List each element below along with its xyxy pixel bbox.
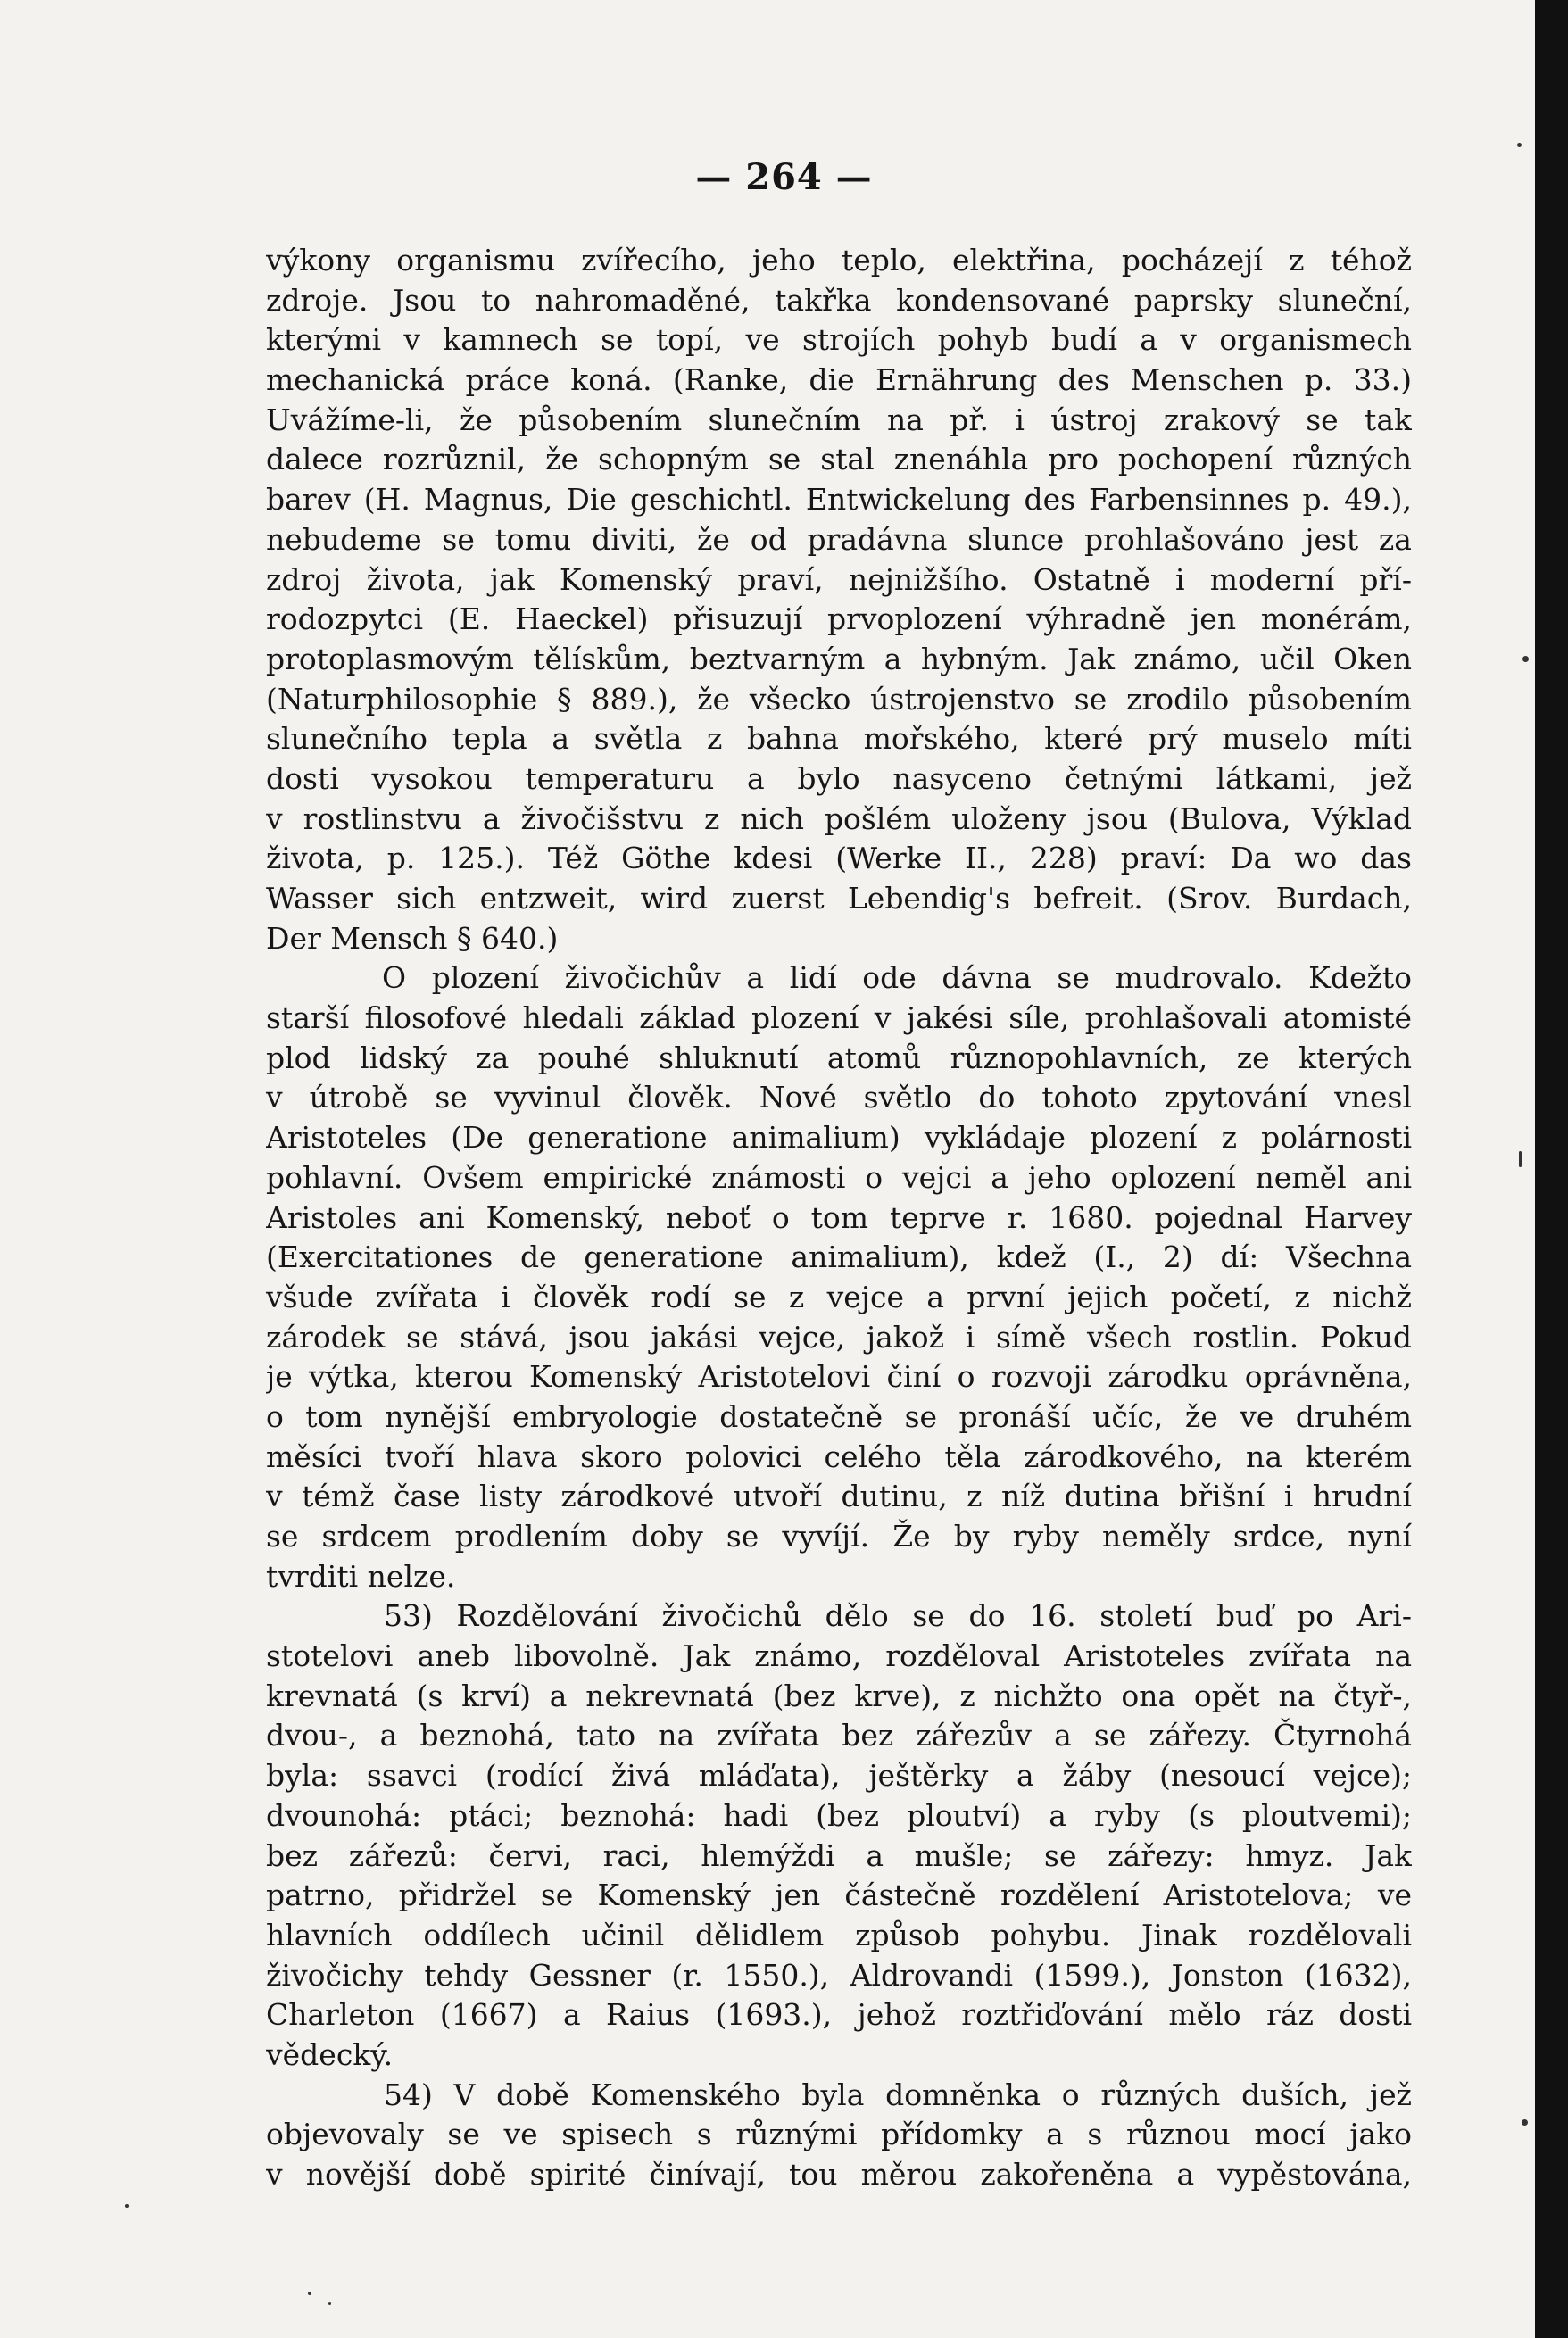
text-line: dvounohá: ptáci; beznohá: hadi (bez ploutví) a ryby (s ploutvemi); (266, 1797, 1412, 1833)
text-line: se srdcem prodlením doby se vyvíjí. Že by ryby neměly srdce, nyní (266, 1519, 1412, 1554)
text-line: v útrobě se vyvinul člověk. Nové světlo do tohoto zpytování vnesl (266, 1080, 1412, 1115)
text-line: objevovaly se ve spisech s různými přídomky a s různou mocí jako (266, 2117, 1412, 2152)
body-text (266, 241, 1412, 2195)
text-line: dosti vysokou temperaturu a bylo nasyceno četnými látkami, jež (266, 760, 1412, 796)
page-number: — 264 — (695, 156, 873, 198)
scan-speck (308, 2292, 311, 2295)
text-line: rodozpytci (E. Haeckel) přisuzují prvoplození výhradně jen monérám, (266, 601, 1412, 637)
text-line: zdroj života, jak Komenský praví, nejnižšího. Ostatně i moderní pří- (266, 561, 1412, 597)
text-line: pohlavní. Ovšem empirické známosti o vejci a jeho oplození neměl ani (266, 1159, 1412, 1195)
text-line: protoplasmovým tělískům, beztvarným a hybným. Jak známo, učil Oken (266, 641, 1412, 676)
text-line: 54) V době Komenského byla domněnka o různých duších, jež (384, 2077, 1412, 2112)
text-line: dalece rozrůznil, že schopným se stal znenáhla pro pochopení různých (266, 442, 1412, 477)
text-line: v novější době spirité činívají, tou měrou zakořeněna a vypěstována, (266, 2157, 1412, 2192)
text-line: Uvážíme-li, že působením slunečním na př. i ústroj zrakový se tak (266, 402, 1412, 437)
text-line: Aristoteles (De generatione animalium) vykládaje plození z polárnosti (266, 1120, 1412, 1156)
text-line: barev (H. Magnus, Die geschichtl. Entwickelung des Farbensinnes p. 49.), (266, 482, 1412, 518)
text-line: vědecký. (266, 2036, 394, 2072)
text-line: tvrditi nelze. (266, 1558, 456, 1594)
text-line: všude zvířata i člověk rodí se z vejce a první jejich početí, z nichž (266, 1279, 1412, 1314)
text-line: v témž čase listy zárodkové utvoří dutinu, z níž dutina břišní i hrudní (266, 1479, 1412, 1514)
text-line: mechanická práce koná. (Ranke, die Ernährung des Menschen p. 33.) (266, 362, 1412, 398)
text-line: Aristoles ani Komenský, neboť o tom teprve r. 1680. pojednal Harvey (266, 1199, 1412, 1235)
text-line: Charleton (1667) a Raius (1693.), jehož roztřiďování mělo ráz dosti (266, 1997, 1412, 2033)
text-line: O plození živočichův a lidí ode dávna se mudrovalo. Kdežto (382, 960, 1412, 996)
scan-speck (1517, 143, 1522, 147)
scan-speck (1519, 1151, 1522, 1167)
text-line: plod lidský za pouhé shluknutí atomů různopohlavních, ze kterých (266, 1040, 1412, 1075)
text-line: dvou-, a beznohá, tato na zvířata bez zářezův a se zářezy. Čtyrnohá (266, 1718, 1412, 1754)
text-line: zdroje. Jsou to nahromaděné, takřka kondensované paprsky sluneční, (266, 282, 1412, 318)
scan-speck (328, 2302, 331, 2305)
text-line: živočichy tehdy Gessner (r. 1550.), Aldrovandi (1599.), Jonston (1632), (266, 1957, 1412, 1993)
text-line: patrno, přidržel se Komenský jen částečně rozdělení Aristotelova; ve (266, 1878, 1412, 1913)
text-line: bez zářezů: červi, raci, hlemýždi a mušle; se zářezy: hmyz. Jak (266, 1837, 1412, 1873)
scan-speck (1522, 2119, 1528, 2126)
text-line: Der Mensch § 640.) (266, 920, 559, 956)
text-line: slunečního tepla a světla z bahna mořského, které prý muselo míti (266, 721, 1412, 757)
text-line: (Exercitationes de generatione animalium), kdež (I., 2) dí: Všechna (266, 1239, 1412, 1275)
text-line: starší filosofové hledali základ plození v jakési síle, prohlašovali atomisté (266, 1000, 1412, 1036)
scan-edge (1535, 0, 1568, 2338)
text-line: kterými v kamnech se topí, ve strojích pohyb budí a v organismech (266, 322, 1412, 358)
text-line: nebudeme se tomu diviti, že od pradávna slunce prohlašováno jest za (266, 521, 1412, 557)
text-line: Wasser sich entzweit, wird zuerst Lebendig's befreit. (Srov. Burdach, (266, 881, 1412, 916)
text-line: zárodek se stává, jsou jakási vejce, jakož i símě všech rostlin. Pokud (266, 1319, 1412, 1355)
text-line: (Naturphilosophie § 889.), že všecko ústrojenstvo se zrodilo působením (266, 681, 1412, 717)
text-line: hlavních oddílech učinil dělidlem způsob pohybu. Jinak rozdělovali (266, 1917, 1412, 1952)
scan-speck (1522, 656, 1529, 662)
scan-speck (125, 2204, 129, 2208)
text-line: je výtka, kterou Komenský Aristotelovi činí o rozvoji zárodku oprávněna, (266, 1359, 1412, 1395)
text-line: o tom nynější embryologie dostatečně se pronáší učíc, že ve druhém (266, 1398, 1412, 1434)
text-line: v rostlinstvu a živočišstvu z nich pošlém uloženy jsou (Bulova, Výklad (266, 800, 1412, 836)
text-line: 53) Rozdělování živočichů dělo se do 16. století buď po Ari- (384, 1598, 1412, 1634)
text-line: stotelovi aneb libovolně. Jak známo, rozděloval Aristoteles zvířata na (266, 1638, 1412, 1674)
text-line: života, p. 125.). Též Göthe kdesi (Werke II., 228) praví: Da wo das (266, 841, 1412, 876)
text-line: výkony organismu zvířecího, jeho teplo, elektřina, pocházejí z téhož (266, 243, 1412, 278)
text-line: krevnatá (s krví) a nekrevnatá (bez krve), z nichžto ona opět na čtyř-, (266, 1678, 1412, 1713)
text-line: měsíci tvoří hlava skoro polovici celého těla zárodkového, na kterém (266, 1438, 1412, 1474)
text-line: byla: ssavci (rodící živá mláďata), ještěrky a žáby (nesoucí vejce); (266, 1758, 1412, 1794)
